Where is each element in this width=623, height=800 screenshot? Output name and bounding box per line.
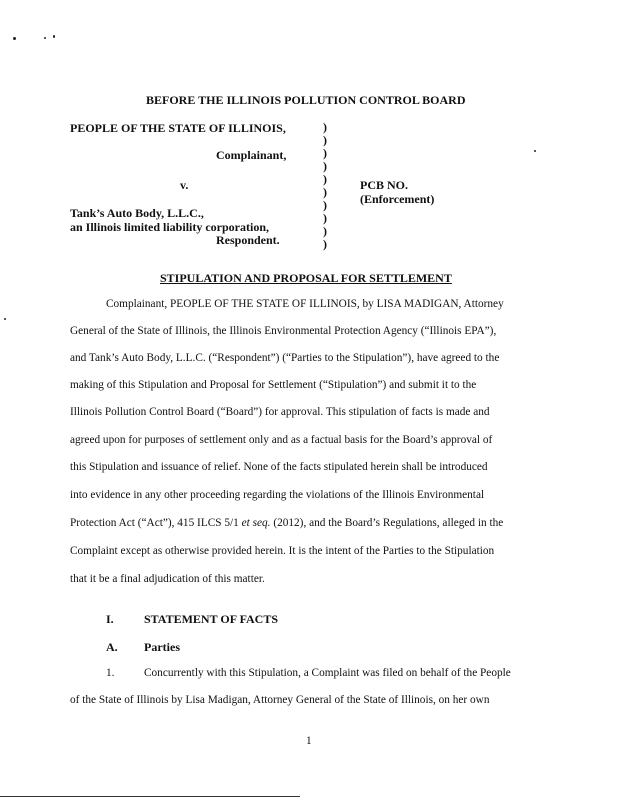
- defendant-name: Tank’s Auto Body, L.L.C.,: [70, 206, 204, 220]
- caption-paren: ): [323, 133, 327, 147]
- intro-line: making of this Stipulation and Proposal for Settlement (“Stipulation”) and submit it to the: [70, 379, 477, 391]
- caption-paren: ): [323, 237, 327, 251]
- intro-line: and Tank’s Auto Body, L.L.C. (“Respondent”) (“Parties to the Stipulation”), have agreed to the: [70, 352, 500, 364]
- page-number: 1: [306, 735, 312, 747]
- intro-line: Complainant, PEOPLE OF THE STATE OF ILLINOIS, by LISA MADIGAN, Attorney: [106, 298, 504, 310]
- intro-line: into evidence in any other proceeding regarding the violations of the Illinois Environmental: [70, 489, 485, 501]
- scan-speck: [44, 37, 46, 39]
- respondent-label: Respondent.: [216, 233, 280, 247]
- caption-paren: ): [323, 185, 327, 199]
- defendant-description: an Illinois limited liability corporation,: [70, 220, 270, 234]
- case-number-label: PCB NO.: [360, 178, 408, 192]
- intro-line: that it be a final adjudication of this matter.: [70, 573, 265, 585]
- intro-line: General of the State of Illinois, the Illinois Environmental Protection Agency (“Illinois EPA”),: [70, 325, 497, 337]
- paragraph-line: Concurrently with this Stipulation, a Complaint was filed on behalf of the People: [144, 667, 511, 679]
- caption-paren: ): [323, 198, 327, 212]
- paragraph-number: 1.: [106, 667, 115, 679]
- subsection-title: Parties: [144, 640, 180, 654]
- caption-paren: ): [323, 146, 327, 160]
- intro-line: Complaint except as otherwise provided herein. It is the intent of the Parties to the Stipulation: [70, 545, 495, 557]
- caption-paren: ): [323, 120, 327, 134]
- scan-speck: [534, 150, 536, 152]
- intro-line: agreed upon for purposes of settlement only and as a factual basis for the Board’s approval of: [70, 434, 493, 446]
- scan-speck: [13, 37, 16, 40]
- caption-paren: ): [323, 224, 327, 238]
- intro-line: Illinois Pollution Control Board (“Board”) for approval. This stipulation of facts is made and: [70, 406, 490, 418]
- board-title: BEFORE THE ILLINOIS POLLUTION CONTROL BOARD: [146, 93, 466, 107]
- caption-paren: ): [323, 159, 327, 173]
- caption-paren: ): [323, 172, 327, 186]
- subsection-letter: A.: [106, 640, 118, 654]
- versus-label: v.: [180, 178, 189, 192]
- paragraph-line: of the State of Illinois by Lisa Madigan, Attorney General of the State of Illinois, on her own: [70, 694, 490, 706]
- scan-speck: [4, 318, 6, 320]
- caption-paren: ): [323, 211, 327, 225]
- document-title: STIPULATION AND PROPOSAL FOR SETTLEMENT: [160, 271, 452, 285]
- plaintiff-name: PEOPLE OF THE STATE OF ILLINOIS,: [70, 121, 286, 135]
- intro-line: this Stipulation and issuance of relief. None of the facts stipulated herein shall be introduced: [70, 461, 488, 473]
- section-number: I.: [106, 612, 114, 626]
- footnote-rule: [0, 796, 300, 797]
- intro-line: Protection Act (“Act”), 415 ILCS 5/1 et seq. (2012), and the Board’s Regulations, alleged in the: [70, 517, 504, 529]
- scan-speck: [53, 35, 55, 38]
- complainant-label: Complainant,: [216, 148, 287, 162]
- section-title: STATEMENT OF FACTS: [144, 612, 279, 626]
- case-type-label: (Enforcement): [360, 192, 435, 206]
